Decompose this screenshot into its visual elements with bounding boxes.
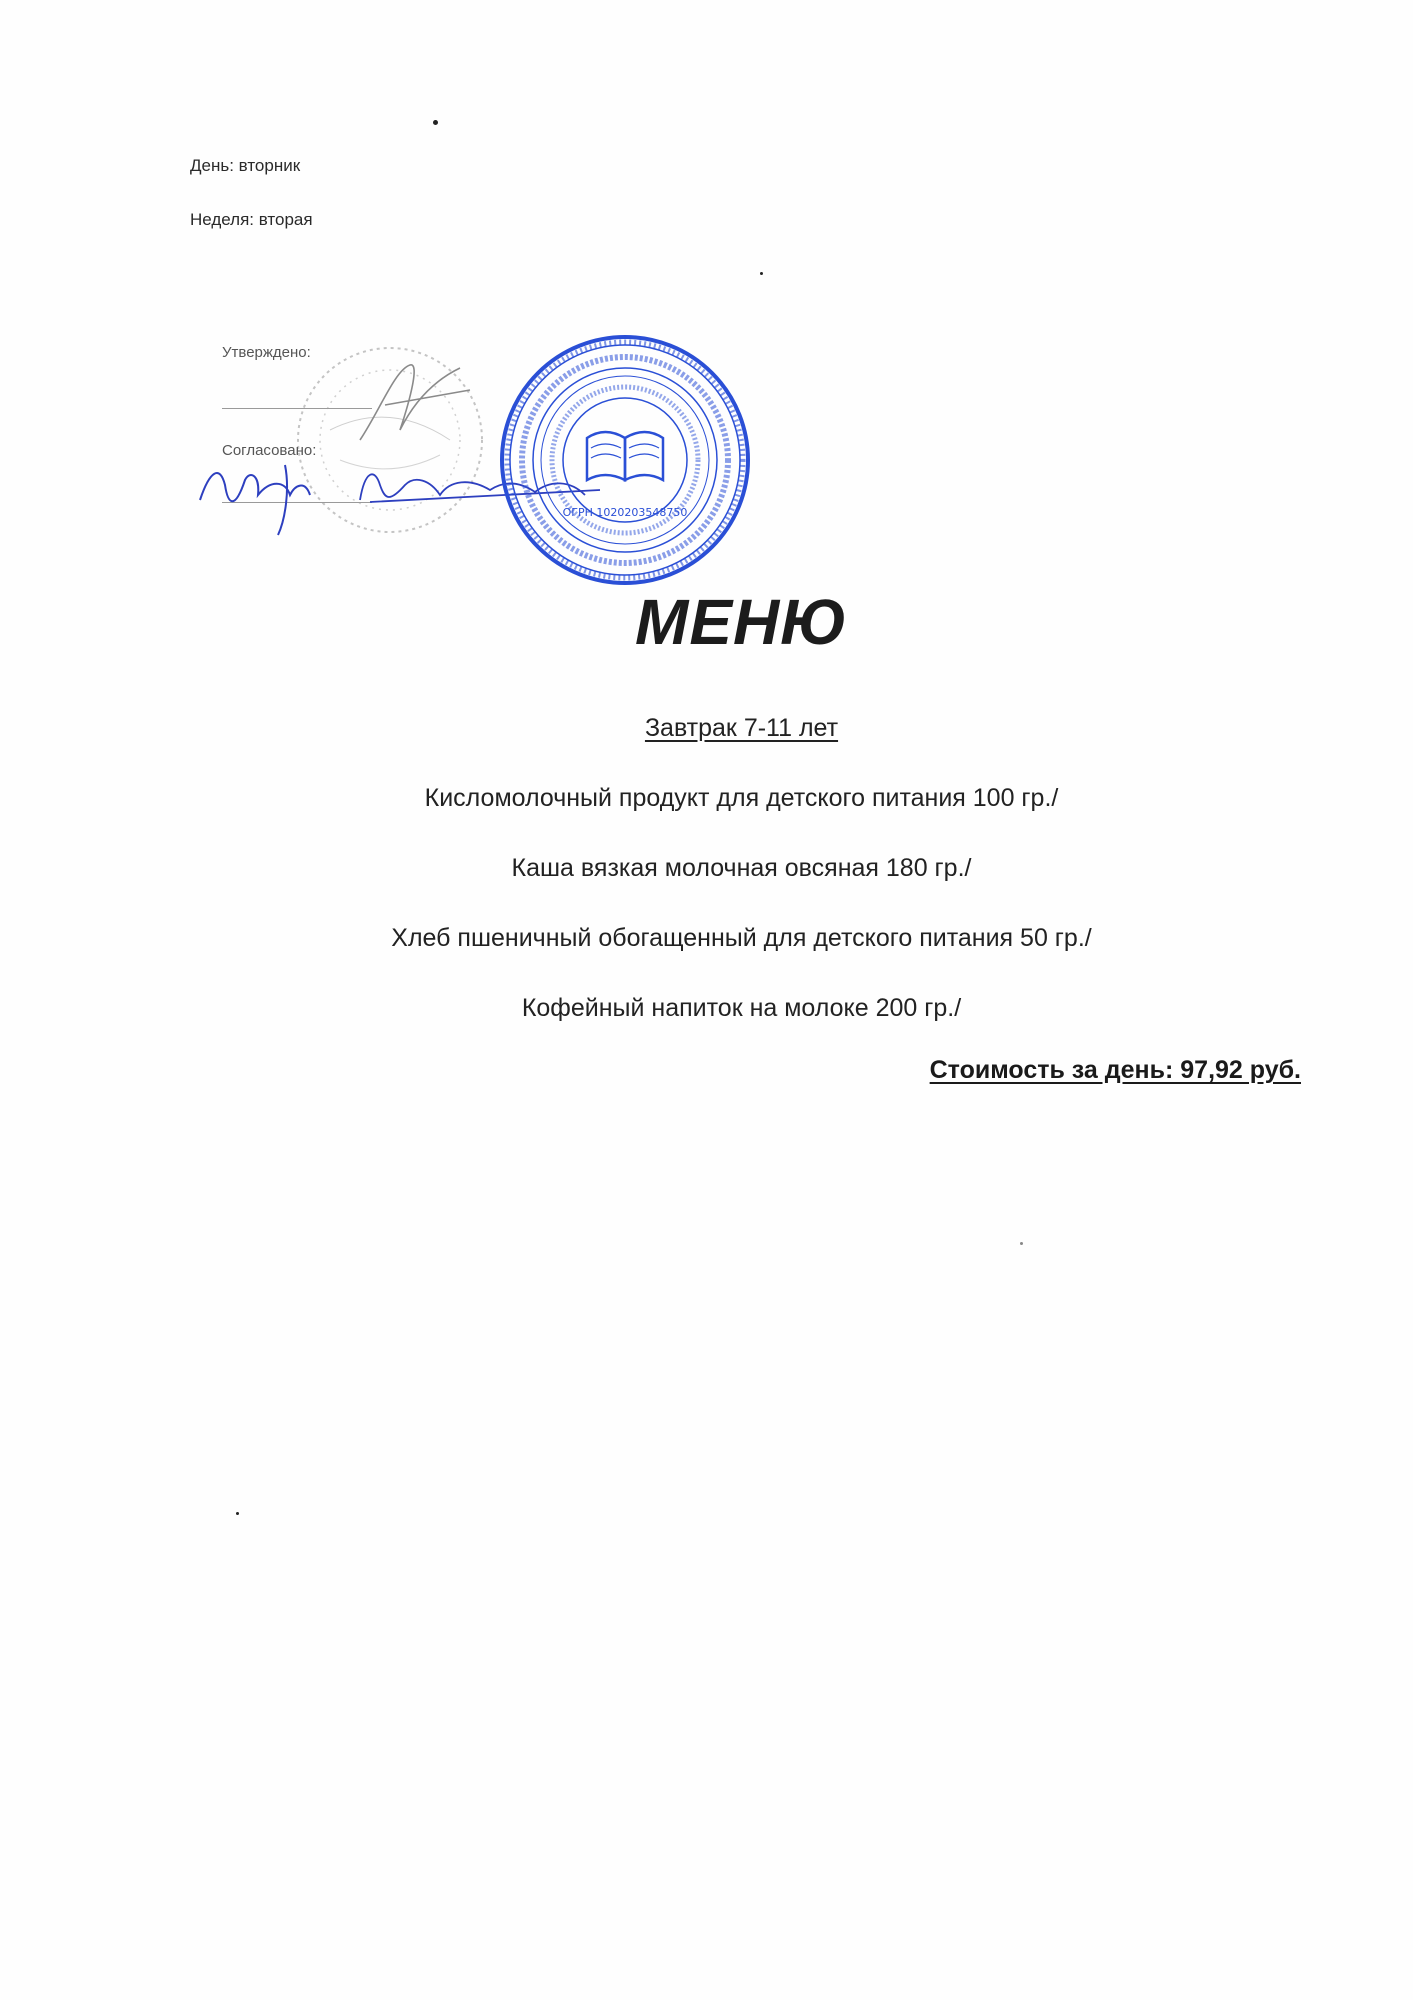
menu-items-list — [0, 780, 1413, 1060]
svg-text:ОГРН 1020203548750: ОГРН 1020203548750 — [562, 506, 688, 519]
approval-block — [190, 330, 810, 590]
menu-item: Каша вязкая молочная овсяная 180 гр./ — [511, 854, 972, 882]
day-line: День: вторник — [190, 156, 301, 175]
paper-speck — [433, 120, 438, 125]
paper-speck — [760, 272, 763, 275]
week-line: Неделя: вторая — [190, 210, 313, 229]
menu-item: Кофейный напиток на молоке 200 гр./ — [521, 994, 962, 1022]
paper-speck — [1020, 1242, 1023, 1245]
paper-speck — [236, 1512, 239, 1515]
meal-heading: Завтрак 7-11 лет — [644, 714, 839, 742]
agreed-label: Согласовано: — [222, 442, 317, 459]
menu-item: Кисломолочный продукт для детского питания 100 гр./ — [424, 784, 1059, 812]
menu-item: Хлеб пшеничный обогащенный для детского питания 50 гр./ — [391, 924, 1092, 952]
daily-cost: Стоимость за день: 97,92 руб. — [929, 1056, 1301, 1084]
approved-label: Утверждено: — [222, 344, 311, 361]
round-seal — [495, 330, 755, 590]
menu-title: МЕНЮ — [635, 586, 848, 658]
approved-signature-line — [222, 408, 372, 409]
